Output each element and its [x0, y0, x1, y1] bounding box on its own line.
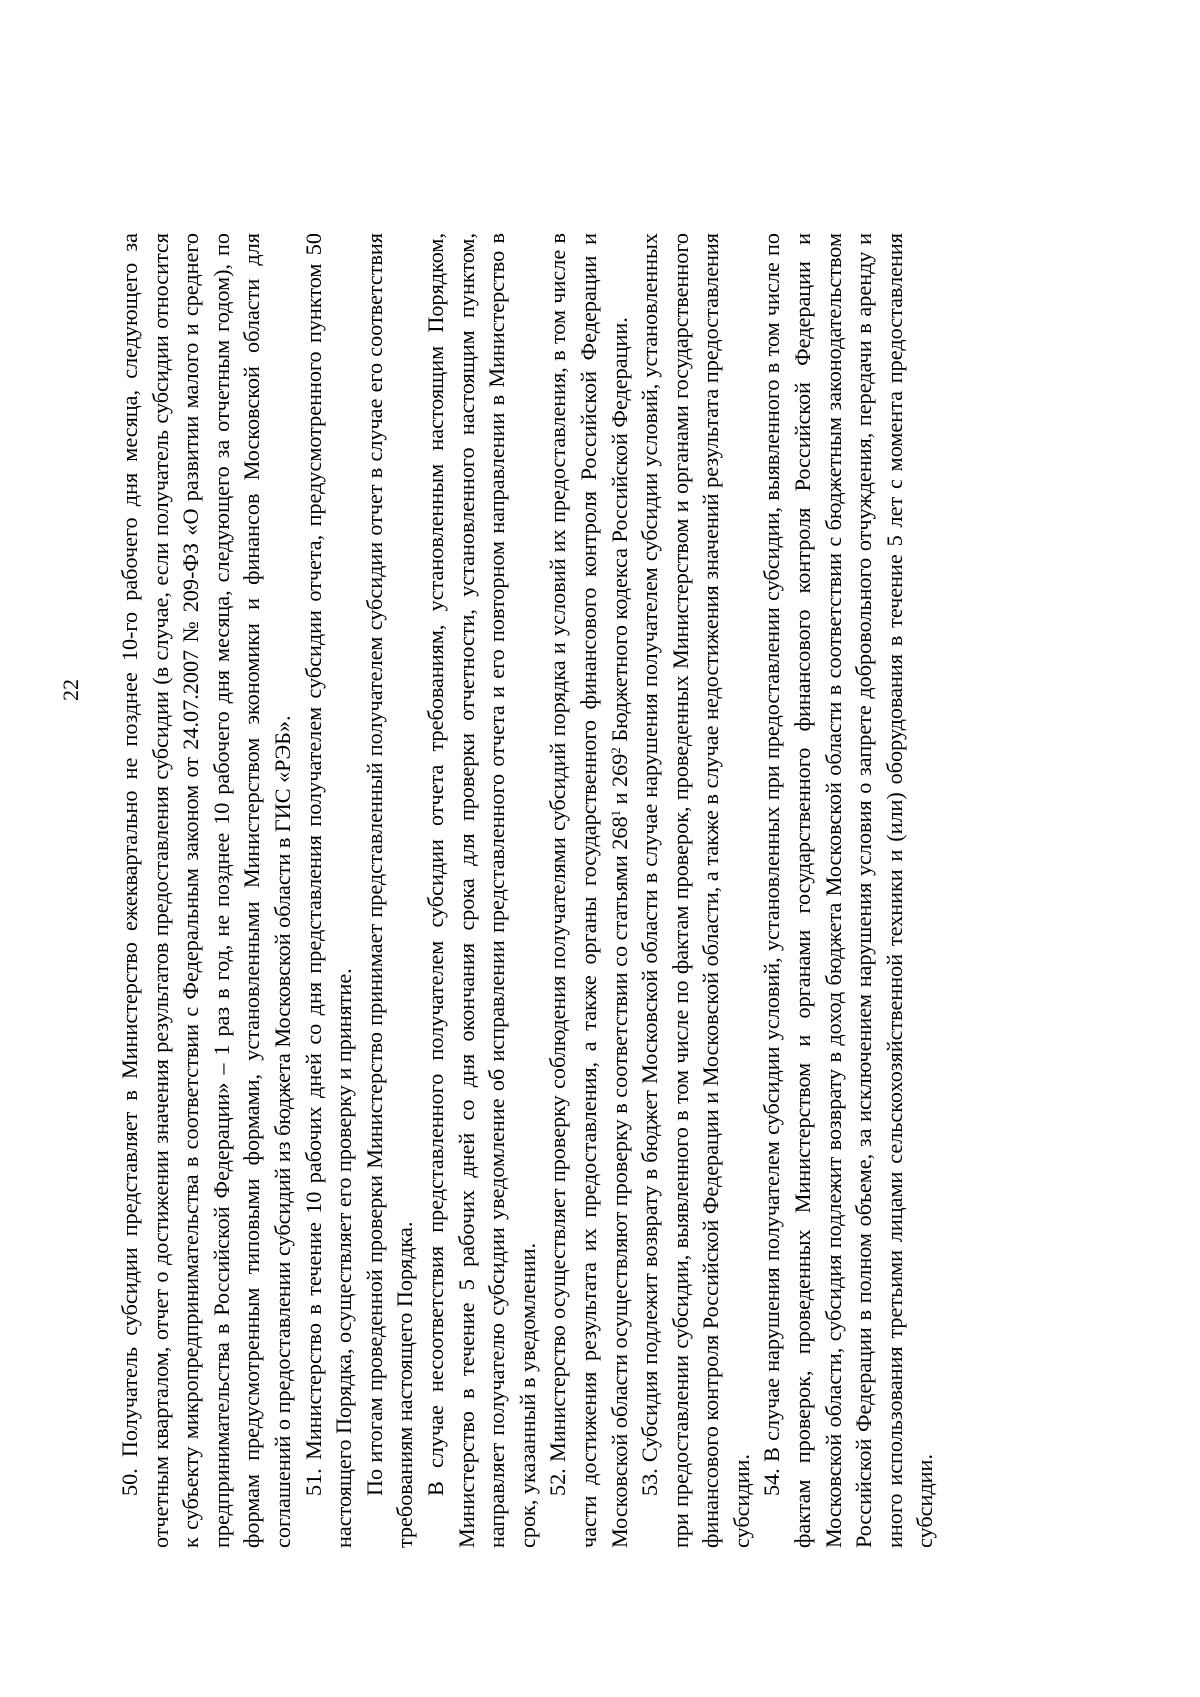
document-body: [115, 233, 1045, 1548]
superscript-2: 2: [607, 747, 623, 754]
superscript-1: 1: [607, 809, 623, 817]
paragraph-51-acceptance: По итогам проведенной проверки Министерство принимает представленный получателем субсидии отчет в случае его соответствия требованиям настоящего Порядка.: [361, 233, 418, 1548]
paragraph-52-text-after: Бюджетного кодекса Российской Федерации.: [606, 317, 632, 748]
paragraph-54: 54. В случае нарушения получателем субсидии условий, установленных при предоставлении субсидии, выявленного в том числе по фактам проверок, проведенных Министерством и органами государственного финансового контроля Российской Федерации и Московской области, субсидия подлежит возврату в доход бюджета Московской области в соответствии с бюджетным законодательством Российской Федерации в полном объеме, за исключением нарушения условия о запрете добровольного отчуждения, передачи в аренду и иного использования третьими лицами сельскохозяйственной техники и (или) оборудования в течение 5 лет с момента предоставления субсидии.: [759, 233, 938, 1548]
paragraph-50: 50. Получатель субсидии представляет в Министерство ежеквартально не позднее 10-го рабочего дня месяца, следующего за отчетным кварталом, отчет о достижении значения результатов предоставления субсидии (в случае, если получатель субсидии относится к субъекту микропредпринимательства в соответствии с Федеральным законом от 24.07.2007 № 209-ФЗ «О развитии малого и среднего предпринимательства в Российской Федерации» – 1 раз в год, не позднее 10 рабочего дня месяца, следующего за отчетным годом), по формам предусмотренным типовыми формами, установленными Министерством экономики и финансов Московской области для соглашений о предоставлении субсидий из бюджета Московской области в ГИС «РЭБ».: [117, 233, 295, 1548]
page-number: 22: [58, 679, 83, 701]
paragraph-51: 51. Министерство в течение 10 рабочих дней со дня представления получателем субсидии отчета, предусмотренного пунктом 50 настоящего Порядка, осуществляет его проверку и принятие.: [300, 233, 357, 1548]
paragraph-52-text-mid: и 269: [606, 753, 632, 810]
paragraph-52-text-before: 52. Министерство осуществляет проверку соблюдения получателями субсидий порядка и условий их предоставления, в том числе в части достижения результата их предоставления, а также органы государственного финансового контроля Российской Федерации и Московской области осуществляют проверку в соответствии со статьями 268: [545, 233, 632, 1548]
paragraph-51-nonconformity: В случае несоответствия представленного получателем субсидии отчета требованиям, установленным настоящим Порядком, Министерство в течение 5 рабочих дней со дня окончания срока для проверки отчетности, установленного настоящим пунктом, направляет получателю субсидии уведомление об исправлении представленного отчета и его повторном направлении в Министерство в срок, указанный в уведомлении.: [422, 233, 540, 1548]
paragraph-52: [543, 233, 635, 1548]
paragraph-53: 53. Субсидия подлежит возврату в бюджет Московской области в случае нарушения получателем субсидии условий, установленных при предоставлении субсидии, выявленного в том числе по фактам проверок, проведенных Министерством и органами государственного финансового контроля Российской Федерации и Московской области, а также в случае недостижения значений результата предоставления субсидии.: [637, 233, 754, 1548]
